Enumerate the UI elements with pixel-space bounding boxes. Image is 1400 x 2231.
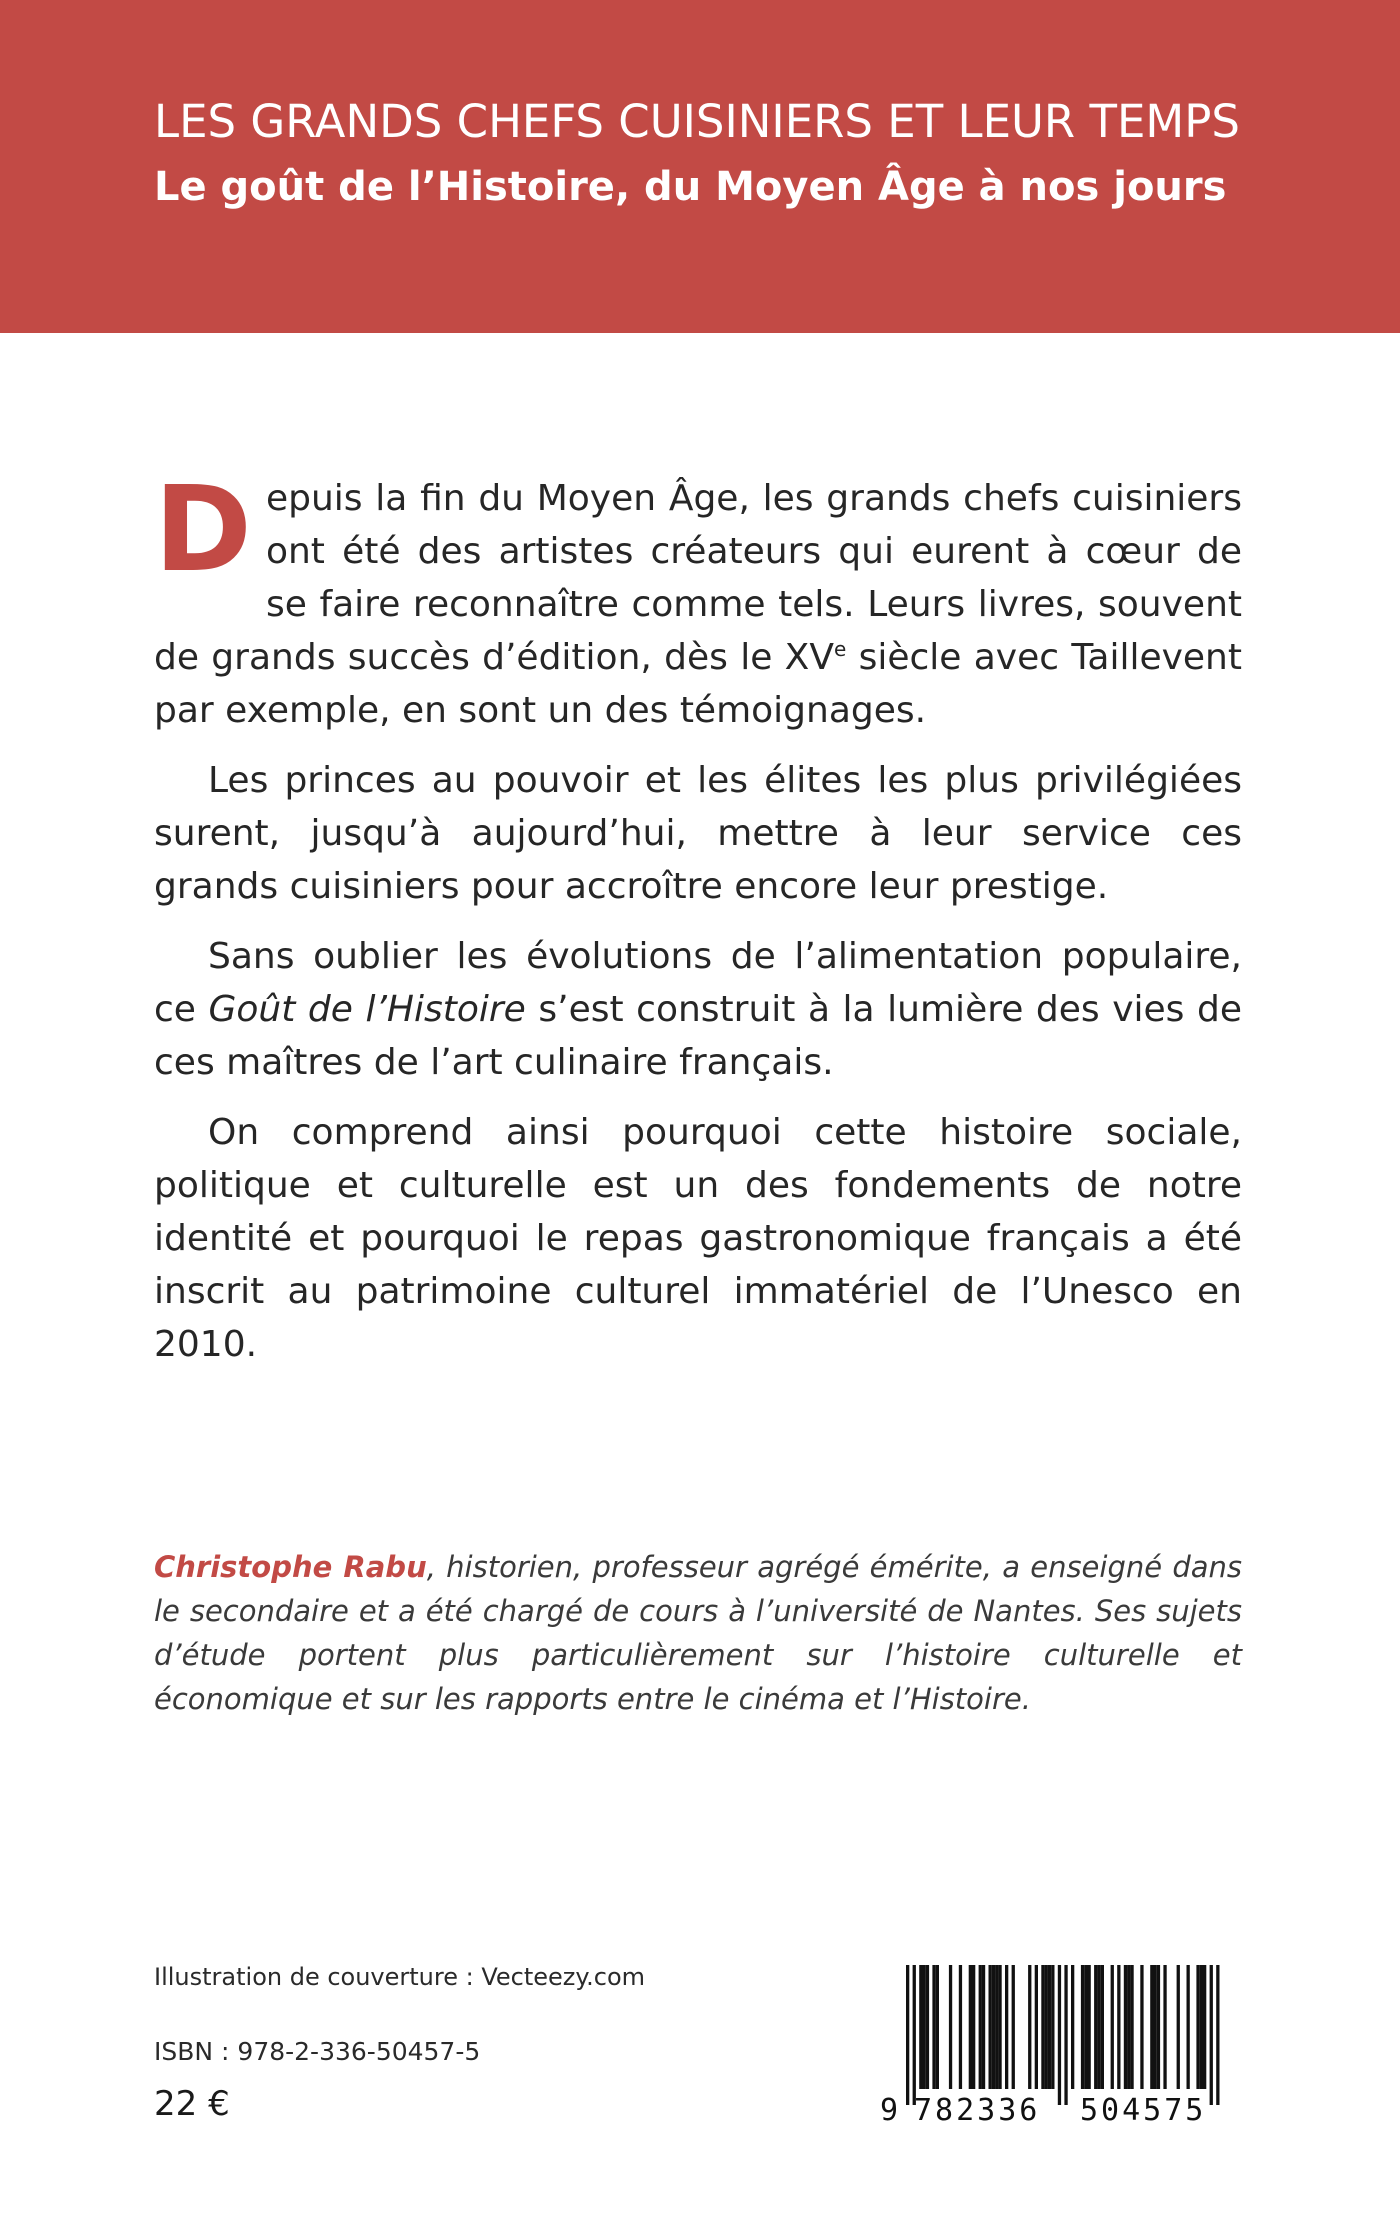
barcode-bars-icon bbox=[880, 1965, 1242, 2105]
price: 22 € bbox=[154, 2084, 230, 2124]
blurb-p3-text-a: Sans oublier les évolutions de l’alimentation populaire, ce bbox=[154, 936, 1242, 1030]
blurb-p1-text-b: siècle avec Taillevent par exemple, en sont un des témoignages. bbox=[154, 637, 1242, 731]
blurb-paragraph-1 bbox=[154, 460, 1242, 737]
blurb-paragraph-2: Les princes au pouvoir et les élites les plus privilégiées surent, jusqu’à aujourd’hui, mettre à leur service ces grands cuisiniers pour accroître encore leur prestige. bbox=[154, 760, 1242, 907]
blurb-paragraph-3 bbox=[154, 930, 1242, 1089]
blurb-p1-sup: e bbox=[833, 637, 847, 661]
blurb-p1-text-a: epuis la fin du Moyen Âge, les grands chefs cuisiniers ont été des artistes créateurs qui eurent à cœur de se faire reconnaître comme tels. Leurs livres, souvent de grands succès d’édition, dès le XV bbox=[154, 478, 1242, 678]
drop-cap: D bbox=[154, 460, 252, 598]
barcode-digit-group-1: 782336 bbox=[914, 2093, 1041, 2128]
series-title: LES GRANDS CHEFS CUISINIERS ET LEUR TEMPS bbox=[154, 95, 1240, 148]
blurb-p3-text-b: s’est construit à la lumière des vies de ces maîtres de l’art culinaire français. bbox=[154, 989, 1242, 1083]
isbn: ISBN : 978-2-336-50457-5 bbox=[154, 2037, 481, 2066]
barcode bbox=[880, 1965, 1242, 2131]
author-bio bbox=[154, 1545, 1242, 1721]
author-bio-text: , historien, professeur agrégé émérite, a enseigné dans le secondaire et a été chargé de cours à l’université de Nantes. Ses sujets d’étude portent plus particulièrement sur l’histoire culturelle et économique et sur les rapports entre le cinéma et l’Histoire. bbox=[154, 1550, 1242, 1716]
barcode-digit-group-2: 504575 bbox=[1080, 2093, 1207, 2128]
barcode-lead-digit: 9 bbox=[880, 2093, 899, 2128]
book-subtitle: Le goût de l’Histoire, du Moyen Âge à nos jours bbox=[154, 164, 1227, 210]
header-band bbox=[0, 0, 1400, 333]
cover-credit: Illustration de couverture : Vecteezy.com bbox=[154, 1963, 646, 1991]
blurb-p3-italic: Goût de l’Histoire bbox=[208, 989, 526, 1030]
blurb-paragraph-4: On comprend ainsi pourquoi cette histoire sociale, politique et culturelle est un des fondements de notre identité et pourquoi le repas gastronomique français a été inscrit au patrimoine culturel immatériel de l’Unesco en 2010. bbox=[154, 1112, 1242, 1365]
author-name: Christophe Rabu bbox=[154, 1550, 427, 1584]
blurb-text bbox=[154, 460, 1242, 1388]
